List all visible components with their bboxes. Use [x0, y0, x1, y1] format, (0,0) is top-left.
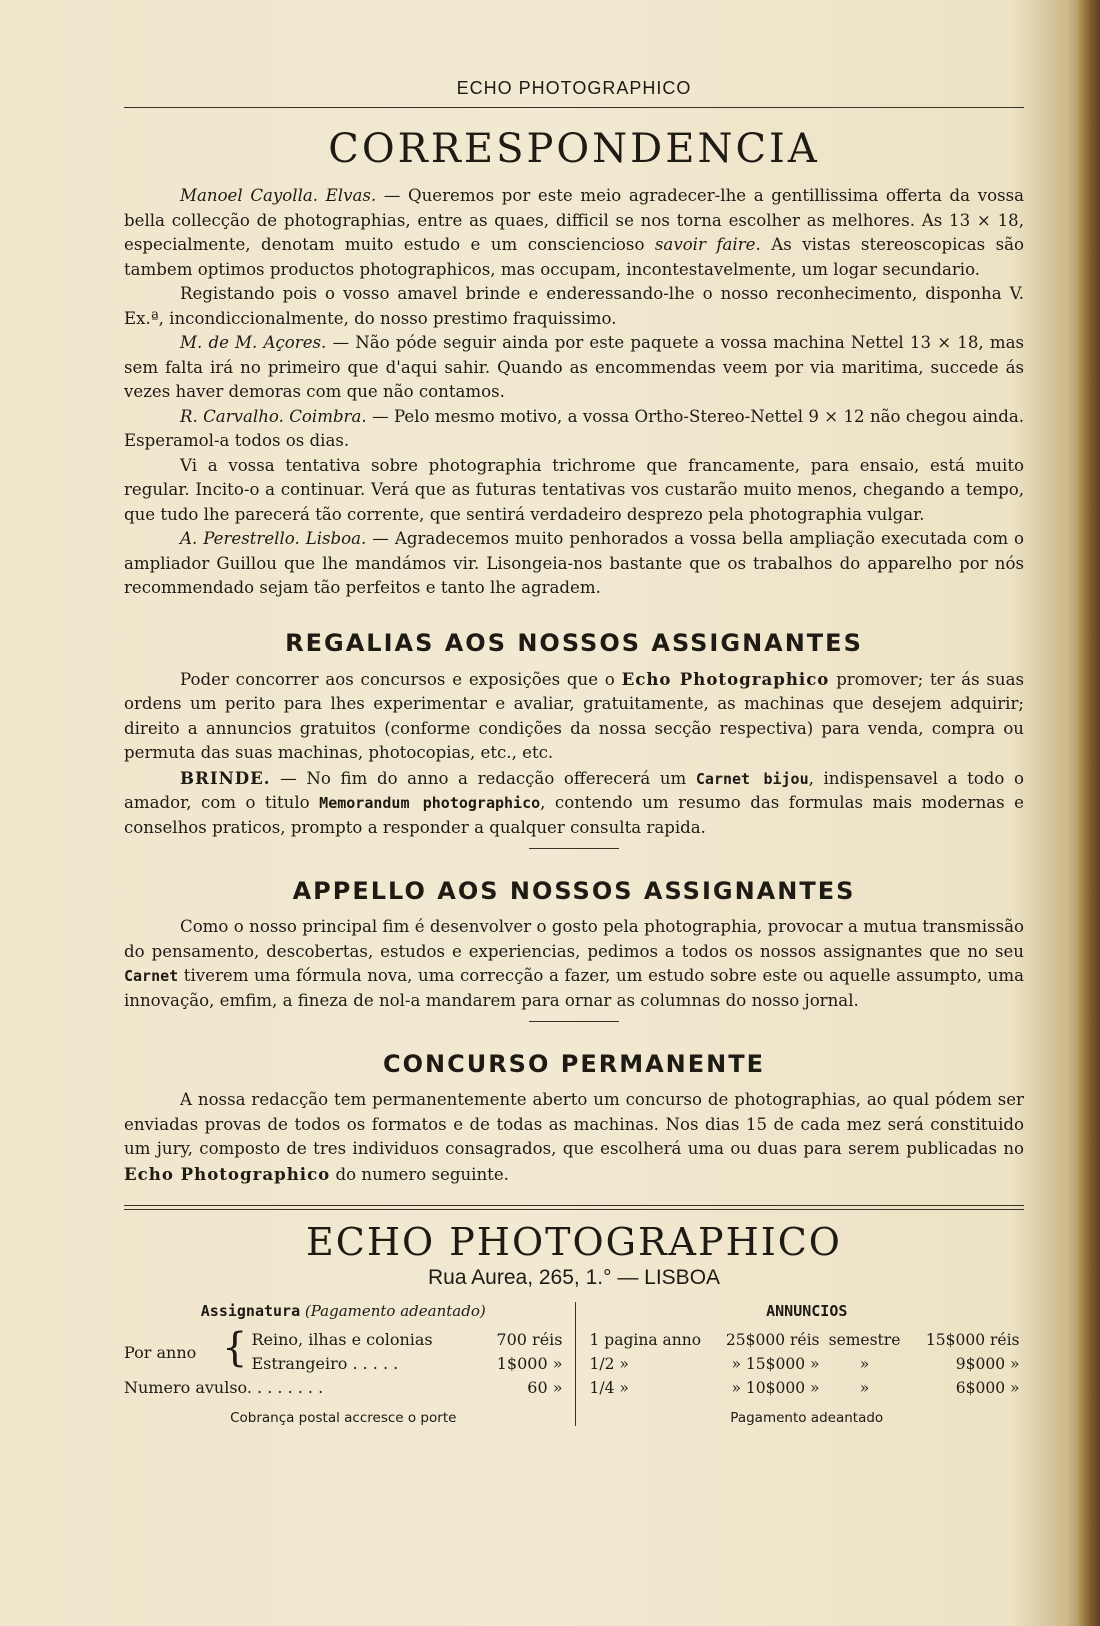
price-label: Reino, ilhas e colonias	[251, 1330, 433, 1349]
masthead-title: ECHO PHOTOGRAPHICO	[306, 1220, 842, 1264]
paragraph-text: — Queremos por este meio agradecer-lhe a gentillissima offerta da vossa bella collecção de photographias, entre as quaes, difficil se nos torna escolher as melhores. As 13 × 18, especialmente, denotam muito estudo e um consciencioso	[124, 186, 1024, 254]
paragraph-text: Vi a vossa tentativa sobre photographia trichrome que francamente, para ensaio, está muito regular. Incito-o a continuar. Verá que as futuras tentativas vos custarão muito menos, chegando a tempo, que tudo lhe parecerá tão corrente, que sentirá verdadeiro desprezo pela photographia vulgar.	[124, 455, 1024, 524]
price-value: 60 »	[527, 1378, 563, 1397]
correspondent-name: M. de M. Açores.	[180, 333, 327, 352]
price-value: 1$000 »	[496, 1354, 563, 1373]
ad-semester-price: 6$000 »	[955, 1379, 1020, 1397]
subscription-heading	[124, 1302, 563, 1320]
brinde-paragraph	[124, 766, 1024, 841]
paragraph-text: Registando pois o vosso amavel brinde e enderessando-lhe o nosso reconhecimento, disponha V. Ex.ª, incondiccionalmente, do nosso prestimo fraquissimo.	[124, 284, 1024, 328]
per-year-label	[124, 1328, 222, 1376]
correspondence-paragraph	[124, 454, 1024, 528]
ad-price-row	[590, 1352, 1025, 1376]
subscription-column	[124, 1302, 575, 1426]
paragraph-text: . As vistas stereoscopicas são tambem optimos productos photographicos, mas occupam, incontestavelmente, um logar secundario.	[124, 235, 1024, 279]
correspondence-paragraph	[124, 184, 1024, 282]
ad-size: 1/4 »	[589, 1379, 629, 1397]
ad-year-price: » 10$000 »	[731, 1379, 820, 1397]
subscription-note: Cobrança postal accresce o porte	[230, 1410, 457, 1426]
ad-year-price: » 15$000 »	[731, 1355, 820, 1373]
ads-heading-label: ANNUNCIOS	[766, 1302, 848, 1320]
brand-name: Echo Photographico	[621, 668, 830, 689]
pricing-columns	[124, 1302, 1024, 1426]
ad-price-row	[590, 1376, 1025, 1400]
section-divider	[529, 1021, 619, 1022]
masthead-address: Rua Aurea, 265, 1.° — LISBOA	[427, 1266, 721, 1289]
page-title: CORRESPONDENCIA	[328, 126, 820, 172]
paragraph-text: , contendo um resumo das formulas mais modernas e conselhos praticos, prompto a responder a qualquer consulta rapida.	[124, 793, 1024, 837]
paragraph-text: tiverem uma fórmula nova, uma correcção a fazer, um estudo sobre este ou aquelle assumpto, uma innovação, emfim, a fineza de nol-a mandarem para ornar as columnas do nosso jornal.	[124, 966, 1024, 1010]
ad-semester-label: »	[859, 1355, 870, 1373]
page-edge	[1078, 0, 1100, 1626]
correspondent-name: R. Carvalho. Coimbra.	[180, 406, 367, 426]
price-row	[251, 1352, 562, 1376]
carnet-term: Carnet bijou	[695, 769, 809, 788]
masthead-rule	[124, 1205, 1024, 1210]
carnet-term: Carnet	[124, 967, 179, 985]
price-row	[124, 1376, 563, 1400]
regalias-paragraph	[124, 667, 1024, 766]
paragraph-text: do numero seguinte.	[330, 1164, 509, 1184]
subscription-heading-note: (Pagamento adeantado)	[300, 1302, 486, 1320]
price-value: 700 réis	[496, 1330, 563, 1349]
correspondence-paragraph	[124, 527, 1024, 601]
memorandum-term: Memorandum photographico	[319, 794, 541, 812]
running-head: ECHO PHOTOGRAPHICO	[456, 78, 692, 98]
ads-column	[575, 1302, 1025, 1426]
ad-semester-price: 9$000 »	[955, 1355, 1020, 1373]
regalias-heading: REGALIAS AOS NOSSOS ASSIGNANTES	[285, 628, 863, 657]
concurso-heading: CONCURSO PERMANENTE	[383, 1050, 765, 1078]
section-divider	[529, 848, 619, 849]
per-year-text: Por anno	[124, 1342, 197, 1362]
paragraph-text: — No fim do anno a redacção offerecerá um	[270, 768, 696, 788]
paragraph-text: — Agradecemos muito penhorados a vossa bella ampliação executada com o ampliador Guillou que lhe mandámos vir. Lisongeia-nos bastante que os trabalhos do apparelho por nós recommendado sejam tão perfeitos e tanto lhe agradem.	[124, 529, 1024, 597]
price-label: Numero avulso. . . . . . . .	[124, 1378, 324, 1397]
correspondence-paragraph	[124, 405, 1024, 454]
subscription-heading-label: Assignatura	[200, 1302, 301, 1320]
content	[124, 78, 1024, 1426]
price-label: Estrangeiro . . . . .	[251, 1354, 399, 1373]
correspondence-section	[124, 184, 1024, 601]
ad-price-row	[590, 1328, 1025, 1352]
correspondent-name: A. Perestrello. Lisboa.	[180, 529, 367, 548]
ad-semester-price: 15$000 réis	[925, 1331, 1020, 1349]
brand-name: Echo Photographico	[124, 1163, 331, 1184]
correspondence-paragraph	[124, 282, 1024, 331]
paragraph-text: — Pelo mesmo motivo, a vossa Ortho-Stereo-Nettel 9 × 12 não chegou ainda. Esperamol-a todos os dias.	[124, 406, 1024, 450]
price-row	[251, 1328, 562, 1352]
per-year-block	[124, 1325, 563, 1376]
header-rule	[124, 107, 1024, 108]
appello-heading: APPELLO AOS NOSSOS ASSIGNANTES	[292, 877, 856, 905]
ad-size: 1/2 »	[589, 1355, 629, 1373]
ad-year-price: 25$000 réis	[725, 1331, 820, 1349]
ad-semester-label: semestre	[828, 1331, 901, 1349]
paragraph-text: , indispensavel a todo o amador, com o titulo	[124, 768, 1024, 812]
appello-paragraph	[124, 915, 1024, 1013]
paragraph-text: A nossa redacção tem permanentemente aberto um concurso de photographias, ao qual pódem ser enviadas provas de todos os formatos e de todas as machinas. Nos dias 15 de cada mez será constituido um jury, composto de tres individuos consagrados, que escolherá uma ou duas para serem publicadas no	[124, 1090, 1024, 1158]
ad-size: 1 pagina anno	[589, 1331, 702, 1349]
brace-glyph: {	[222, 1325, 248, 1371]
correspondent-name: Manoel Cayolla. Elvas.	[180, 186, 377, 205]
correspondence-paragraph	[124, 331, 1024, 405]
per-year-rows	[251, 1328, 562, 1376]
ads-note: Pagamento adeantado	[730, 1410, 884, 1426]
paragraph-text: Poder concorrer aos concursos e exposições que o	[180, 669, 622, 689]
paragraph-text: promover; ter ás suas ordens um perito para lhes experimentar e avaliar, gratuitamente, as machinas que desejem adquirir; direito a annuncios gratuitos (conforme condições da nossa secção respectiva) para venda, compra ou permuta das suas machinas, photocopias, etc., etc.	[124, 669, 1025, 762]
brinde-label: BRINDE.	[180, 767, 271, 788]
paragraph-text: — Não póde seguir ainda por este paquete a vossa machina Nettel 13 × 18, mas sem falta irá no primeiro que d'aqui sahir. Quando as encommendas veem por via maritima, succede ás vezes haver demoras com que não contamos.	[124, 333, 1024, 401]
ads-heading	[590, 1302, 1025, 1320]
concurso-paragraph	[124, 1088, 1024, 1187]
ad-semester-label: »	[859, 1379, 870, 1397]
paragraph-text: Como o nosso principal fim é desenvolver o gosto pela photographia, provocar a mutua transmissão do pensamento, descobertas, estudos e experiencias, pedimos a todos os nossos assignantes que no seu	[124, 917, 1024, 961]
italic-phrase: savoir faire	[654, 235, 756, 254]
